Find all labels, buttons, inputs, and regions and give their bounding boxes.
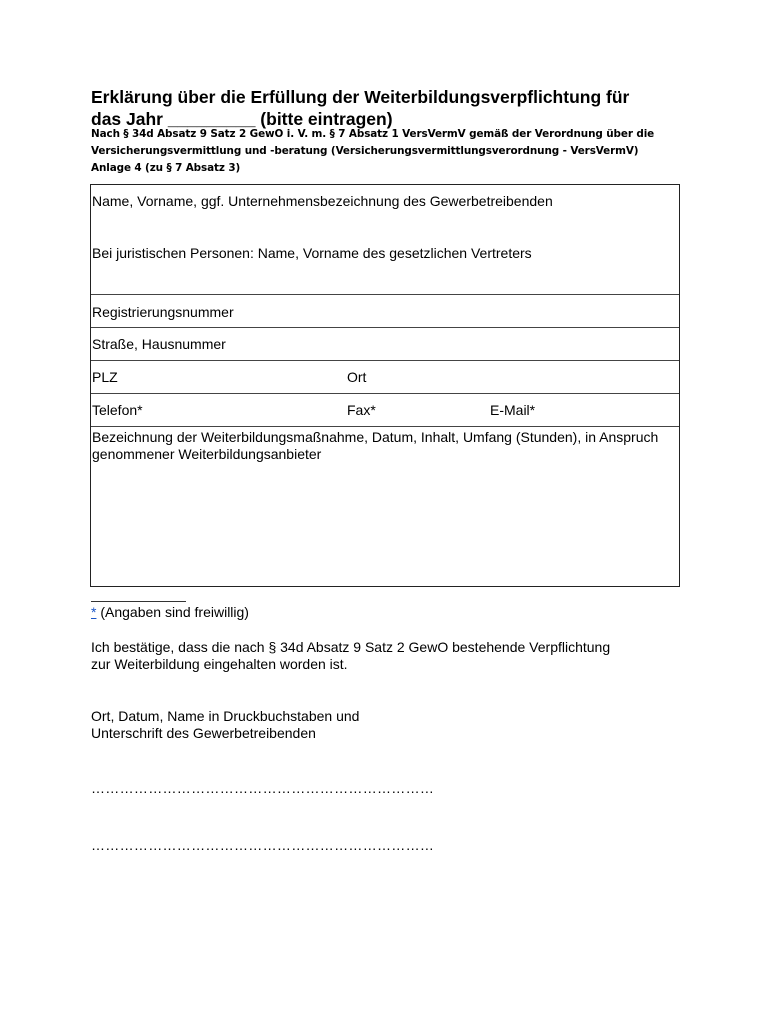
subtitle-line-2: Versicherungsvermittlung und -beratung (Versicherungsvermittlungsverordnung - VersVermV) bbox=[91, 145, 639, 157]
footnote-separator bbox=[91, 601, 186, 602]
form-row-street[interactable] bbox=[91, 328, 679, 361]
training-details-label: Bezeichnung der Weiterbildungsmaßnahme, Datum, Inhalt, Umfang (Stunden), in Anspruch genommener Weiterbildungsanbieter bbox=[92, 429, 659, 462]
signature-line-1: Ort, Datum, Name in Druckbuchstaben und bbox=[91, 708, 360, 724]
city-label: Ort bbox=[347, 369, 367, 385]
footnote bbox=[91, 604, 249, 621]
registration-number-label: Registrierungsnummer bbox=[92, 304, 234, 320]
subtitle-line-1: Nach § 34d Absatz 9 Satz 2 GewO i. V. m. § 7 Absatz 1 VersVermV gemäß der Verordnung über die bbox=[91, 128, 655, 140]
signature-instructions bbox=[91, 708, 359, 742]
name-label: Name, Vorname, ggf. Unternehmensbezeichnung des Gewerbetreibenden bbox=[92, 193, 553, 209]
confirmation-line-1: Ich bestätige, dass die nach § 34d Absatz 9 Satz 2 GewO bestehende Verpflichtung bbox=[91, 639, 611, 655]
signature-line-2: Unterschrift des Gewerbetreibenden bbox=[91, 725, 316, 741]
title-line-1: Erklärung über die Erfüllung der Weiterbildungsverpflichtung für bbox=[91, 87, 630, 107]
form-row-contact[interactable] bbox=[91, 394, 679, 427]
title-line-2: das Jahr _________ (bitte eintragen) bbox=[91, 109, 393, 129]
footnote-text: (Angaben sind freiwillig) bbox=[96, 604, 249, 620]
signature-dotted-line-2[interactable]: ……………………………………………………………… bbox=[91, 837, 435, 853]
form-row-name[interactable] bbox=[91, 185, 679, 295]
email-label: E-Mail* bbox=[490, 402, 536, 418]
signature-dotted-line-1[interactable]: ……………………………………………………………… bbox=[91, 780, 435, 796]
zip-label: PLZ bbox=[92, 369, 118, 385]
form-row-training[interactable] bbox=[91, 427, 679, 588]
form-row-zip-city[interactable] bbox=[91, 361, 679, 394]
fax-label: Fax* bbox=[347, 402, 376, 418]
confirmation-line-2: zur Weiterbildung eingehalten worden ist. bbox=[91, 656, 348, 672]
street-label: Straße, Hausnummer bbox=[92, 336, 226, 352]
subtitle-line-3: Anlage 4 (zu § 7 Absatz 3) bbox=[91, 162, 241, 174]
phone-label: Telefon* bbox=[92, 402, 143, 418]
legal-representative-label: Bei juristischen Personen: Name, Vorname des gesetzlichen Vertreters bbox=[92, 245, 532, 261]
footnote-marker-link[interactable]: * bbox=[91, 604, 97, 620]
form-row-registration[interactable] bbox=[91, 295, 679, 328]
declaration-form-table bbox=[90, 184, 680, 587]
confirmation-statement bbox=[91, 639, 610, 673]
legal-basis-subtitle bbox=[91, 126, 691, 177]
page-title bbox=[91, 86, 691, 130]
